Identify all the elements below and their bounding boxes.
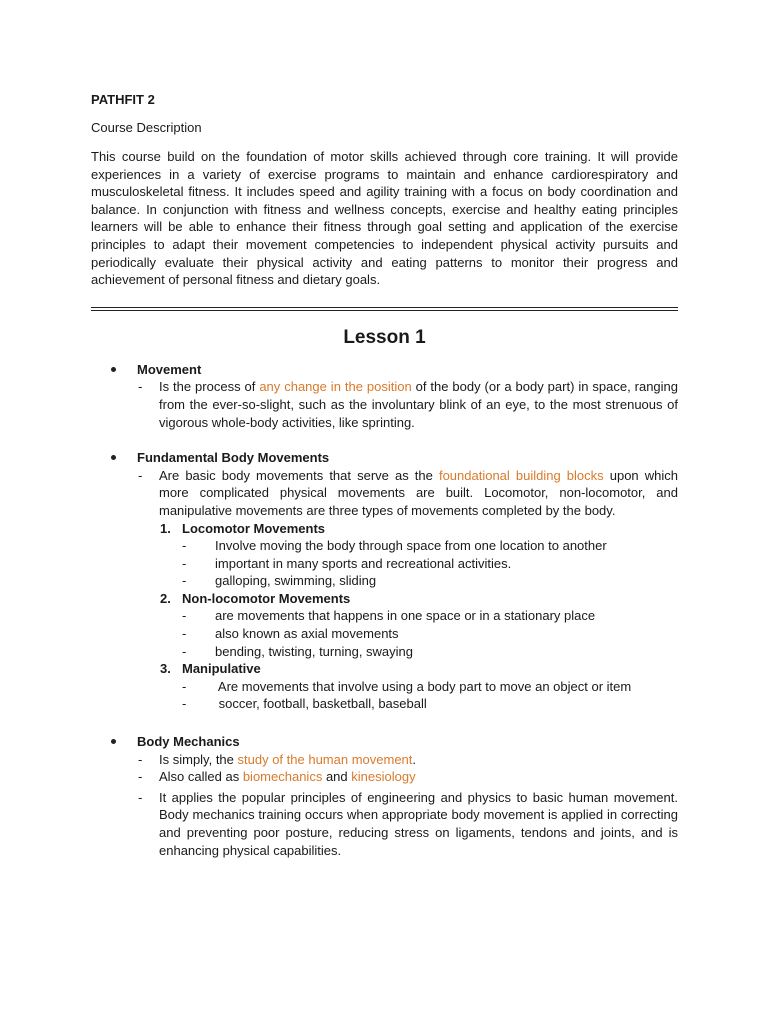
bullet-heading: Movement [137,361,202,377]
course-description: This course build on the foundation of motor skills achieved through core training. It will provide experiences in a variety of exercise programs to maintain and enhance cardiorespiratory and musculoskeletal fitness. It includes speed and agility training with a focus on body coordination and balance. In conjunction with fitness and wellness concepts, exercise and healthy eating principles learners will be able to enhance their fitness through goal setting and application of the exercise principles to adapt their movement competencies to independent physical activity pursuits and periodically evaluate their physical activity and eating patterns to monitor their progress and achievement of personal fitness and dietary goals. [91,149,678,288]
course-description-label: Course Description [91,120,202,135]
list-item: - are movements that happens in one space or in a stationary place [182,608,596,624]
highlight-text: foundational building blocks [438,467,604,483]
highlight-text: kinesiology [351,769,416,785]
bullet-dot [111,739,116,744]
lesson-bullets [91,361,678,859]
bullet-movement [91,361,678,431]
bullet-heading: Fundamental Body Movements [137,450,330,466]
bullet-heading: Body Mechanics [137,734,240,750]
type-heading-locomotor: 1. Locomotor Movements [160,520,326,536]
definition-line: - Are basic body movements that serve as the foundational building blocks upon which more complicated physical movements are built. Locomotor, non-locomotor, and manipulative movements are three types of movements completed by the body. [138,467,678,518]
list-item: - galloping, swimming, sliding [182,573,377,589]
section-divider [91,307,678,311]
list-item: - soccer, football, basketball, baseball [182,696,427,712]
lesson-title: Lesson 1 [343,326,426,348]
highlight-text: any change in the position [259,379,412,395]
list-item: - Involve moving the body through space from one location to another [182,538,607,554]
definition-line: - Is the process of any change in the position of the body (or a body part) in space, ranging from the ever-so-slight, such as the involuntary blink of an eye, to the most strenuous of vigorous whole-body activities, like sprinting. [138,379,679,430]
course-title: PATHFIT 2 [91,92,155,107]
bullet-dot [111,455,116,460]
list-item: - bending, twisting, turning, swaying [182,643,414,659]
bullet-fundamental [91,449,678,713]
list-item: - also known as axial movements [182,626,399,642]
type-heading-non-locomotor: 2. Non-locomotor Movements [160,590,351,606]
definition-line: - Also called as biomechanics and kinesiology [138,769,416,785]
highlight-text: biomechanics [242,769,323,785]
document-page [91,92,678,859]
highlight-text: study of the human movement [237,751,413,767]
movement-types-list [160,520,678,714]
definition-line: - Is simply, the study of the human movement. [138,751,417,767]
type-heading-manipulative: 3. Manipulative [160,661,261,677]
definition-line: - It applies the popular principles of engineering and physics to basic human movement. Body mechanics training occurs when appropriate body movement is applied in correcting and preventing poor posture, reducing stress on ligaments, tendons and joints, and is enhancing physical capabilities. [138,789,678,858]
bullet-body-mechanics [91,733,678,859]
list-item: - Are movements that involve using a body part to move an object or item [182,678,632,694]
list-item: - important in many sports and recreational activities. [182,555,512,571]
bullet-dot [111,367,116,372]
